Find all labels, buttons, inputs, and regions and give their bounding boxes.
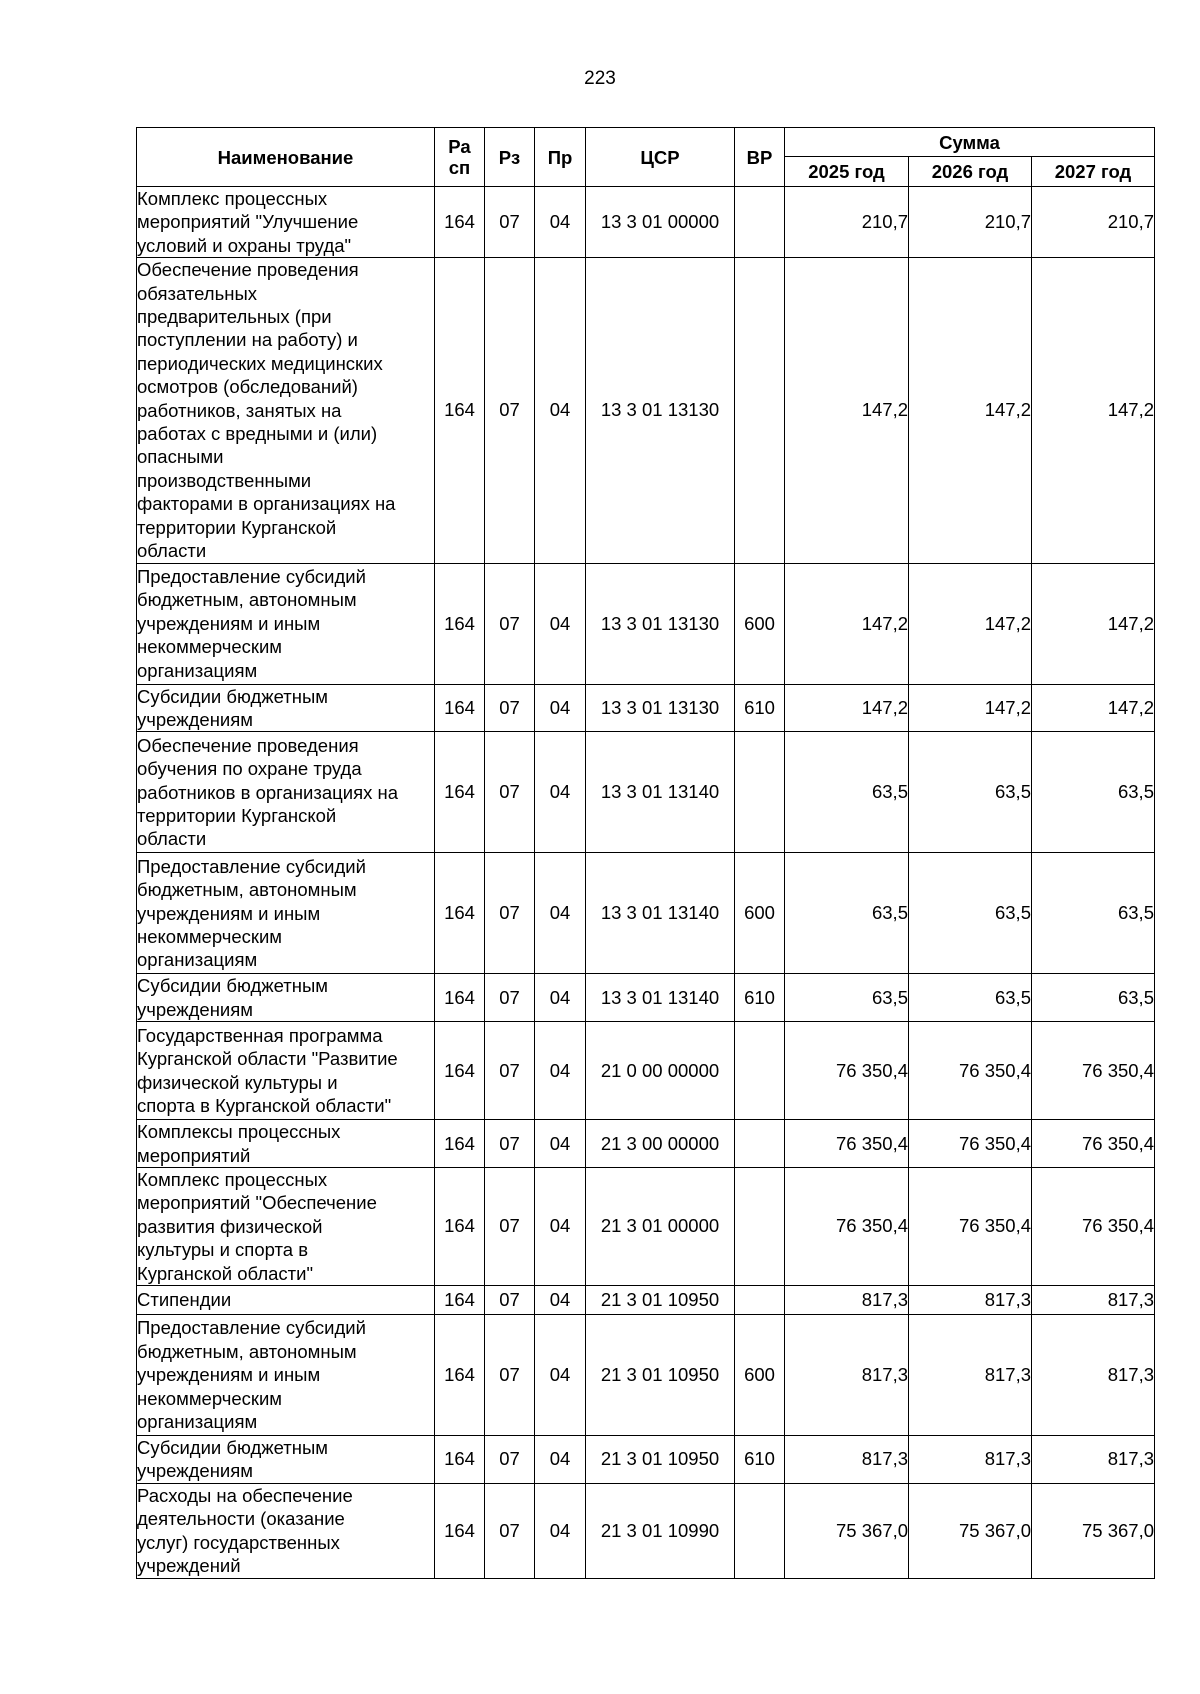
table-row [137, 1022, 1155, 1120]
row-vr [735, 1167, 785, 1285]
table-row [137, 732, 1155, 853]
row-sum-2025: 147,2 [785, 684, 909, 732]
row-sum-2027: 76 350,4 [1032, 1167, 1155, 1285]
row-rasp: 164 [435, 1285, 485, 1314]
header-year-2025: 2025 год [785, 157, 909, 187]
row-pr: 04 [535, 732, 586, 853]
row-rz: 07 [485, 258, 535, 563]
header-rasp: Ра сп [435, 128, 485, 187]
row-rasp: 164 [435, 684, 485, 732]
row-rz: 07 [485, 1120, 535, 1168]
row-sum-2027: 147,2 [1032, 684, 1155, 732]
row-rz: 07 [485, 853, 535, 974]
row-name: Предоставление субсидий бюджетным, автономным учреждениям и иным некоммерческим организациям [137, 563, 435, 684]
row-sum-2025: 210,7 [785, 187, 909, 258]
header-name: Наименование [137, 128, 435, 187]
row-vr: 610 [735, 684, 785, 732]
row-sum-2026: 63,5 [909, 732, 1032, 853]
row-sum-2025: 147,2 [785, 563, 909, 684]
table-header [137, 128, 1155, 187]
row-name: Предоставление субсидий бюджетным, автономным учреждениям и иным некоммерческим организациям [137, 1314, 435, 1435]
row-pr: 04 [535, 1483, 586, 1578]
table-row [137, 258, 1155, 563]
row-sum-2027: 76 350,4 [1032, 1022, 1155, 1120]
row-name: Субсидии бюджетным учреждениям [137, 684, 435, 732]
row-pr: 04 [535, 258, 586, 563]
row-rasp: 164 [435, 1167, 485, 1285]
row-csr: 21 3 01 00000 [586, 1167, 735, 1285]
row-csr: 21 3 00 00000 [586, 1120, 735, 1168]
row-pr: 04 [535, 1314, 586, 1435]
row-sum-2026: 147,2 [909, 258, 1032, 563]
row-name: Обеспечение проведения обязательных предварительных (при поступлении на работу) и периодических медицинских осмотров (обследований) работников, занятых на работах с вредными и (или) опасными производственными факторами в организациях на территории Курганской области [137, 258, 435, 563]
row-vr: 610 [735, 1435, 785, 1483]
row-rz: 07 [485, 563, 535, 684]
row-rz: 07 [485, 1435, 535, 1483]
row-name: Комплекс процессных мероприятий "Улучшение условий и охраны труда" [137, 187, 435, 258]
row-sum-2027: 817,3 [1032, 1285, 1155, 1314]
row-sum-2025: 76 350,4 [785, 1120, 909, 1168]
row-vr: 600 [735, 563, 785, 684]
row-sum-2025: 76 350,4 [785, 1167, 909, 1285]
row-sum-2025: 63,5 [785, 853, 909, 974]
row-csr: 21 0 00 00000 [586, 1022, 735, 1120]
row-name: Комплекс процессных мероприятий "Обеспечение развития физической культуры и спорта в Курганской области" [137, 1167, 435, 1285]
row-name: Расходы на обеспечение деятельности (оказание услуг) государственных учреждений [137, 1483, 435, 1578]
row-sum-2025: 817,3 [785, 1314, 909, 1435]
table-row [137, 1483, 1155, 1578]
row-sum-2027: 63,5 [1032, 974, 1155, 1022]
row-pr: 04 [535, 1435, 586, 1483]
row-sum-2027: 147,2 [1032, 563, 1155, 684]
row-csr: 13 3 01 13130 [586, 563, 735, 684]
row-rz: 07 [485, 187, 535, 258]
row-rasp: 164 [435, 853, 485, 974]
row-rasp: 164 [435, 563, 485, 684]
row-pr: 04 [535, 1167, 586, 1285]
header-sum: Сумма [785, 128, 1155, 157]
row-vr [735, 187, 785, 258]
row-sum-2027: 75 367,0 [1032, 1483, 1155, 1578]
row-csr: 13 3 01 13140 [586, 853, 735, 974]
row-sum-2025: 817,3 [785, 1435, 909, 1483]
row-csr: 21 3 01 10990 [586, 1483, 735, 1578]
header-pr: Пр [535, 128, 586, 187]
row-sum-2026: 76 350,4 [909, 1167, 1032, 1285]
row-sum-2026: 210,7 [909, 187, 1032, 258]
row-pr: 04 [535, 1285, 586, 1314]
row-sum-2025: 817,3 [785, 1285, 909, 1314]
row-sum-2026: 147,2 [909, 684, 1032, 732]
row-sum-2027: 817,3 [1032, 1314, 1155, 1435]
row-vr: 610 [735, 974, 785, 1022]
row-pr: 04 [535, 974, 586, 1022]
row-csr: 13 3 01 13140 [586, 732, 735, 853]
row-rz: 07 [485, 974, 535, 1022]
header-rz: Рз [485, 128, 535, 187]
row-pr: 04 [535, 1022, 586, 1120]
table-row [137, 1120, 1155, 1168]
header-year-2026: 2026 год [909, 157, 1032, 187]
row-rasp: 164 [435, 187, 485, 258]
row-vr [735, 1285, 785, 1314]
table-row [137, 684, 1155, 732]
row-sum-2026: 817,3 [909, 1314, 1032, 1435]
row-rasp: 164 [435, 258, 485, 563]
row-sum-2025: 63,5 [785, 732, 909, 853]
row-rz: 07 [485, 732, 535, 853]
row-rz: 07 [485, 684, 535, 732]
table-row [137, 853, 1155, 974]
row-csr: 21 3 01 10950 [586, 1285, 735, 1314]
row-rasp: 164 [435, 732, 485, 853]
row-name: Стипендии [137, 1285, 435, 1314]
row-sum-2026: 817,3 [909, 1285, 1032, 1314]
row-vr [735, 258, 785, 563]
row-rz: 07 [485, 1314, 535, 1435]
row-sum-2026: 63,5 [909, 853, 1032, 974]
row-sum-2026: 76 350,4 [909, 1120, 1032, 1168]
row-name: Государственная программа Курганской области "Развитие физической культуры и спорта в Курганской области" [137, 1022, 435, 1120]
row-rasp: 164 [435, 1435, 485, 1483]
table-row [137, 974, 1155, 1022]
row-rz: 07 [485, 1167, 535, 1285]
row-sum-2027: 817,3 [1032, 1435, 1155, 1483]
row-sum-2027: 210,7 [1032, 187, 1155, 258]
row-vr [735, 732, 785, 853]
row-rasp: 164 [435, 974, 485, 1022]
row-sum-2026: 76 350,4 [909, 1022, 1032, 1120]
header-csr: ЦСР [586, 128, 735, 187]
row-pr: 04 [535, 1120, 586, 1168]
row-vr: 600 [735, 1314, 785, 1435]
budget-table [136, 127, 1155, 1579]
table-row [137, 187, 1155, 258]
row-pr: 04 [535, 853, 586, 974]
header-year-2027: 2027 год [1032, 157, 1155, 187]
row-rasp: 164 [435, 1022, 485, 1120]
row-sum-2026: 147,2 [909, 563, 1032, 684]
table-row [137, 1435, 1155, 1483]
row-pr: 04 [535, 563, 586, 684]
table-body [137, 187, 1155, 1579]
row-rz: 07 [485, 1285, 535, 1314]
row-rz: 07 [485, 1483, 535, 1578]
row-sum-2025: 147,2 [785, 258, 909, 563]
row-sum-2026: 75 367,0 [909, 1483, 1032, 1578]
row-name: Субсидии бюджетным учреждениям [137, 1435, 435, 1483]
row-name: Обеспечение проведения обучения по охране труда работников в организациях на территории Курганской области [137, 732, 435, 853]
row-vr [735, 1120, 785, 1168]
row-sum-2027: 76 350,4 [1032, 1120, 1155, 1168]
row-vr [735, 1483, 785, 1578]
row-vr [735, 1022, 785, 1120]
row-rasp: 164 [435, 1120, 485, 1168]
row-vr: 600 [735, 853, 785, 974]
row-sum-2025: 75 367,0 [785, 1483, 909, 1578]
row-rasp: 164 [435, 1483, 485, 1578]
row-csr: 21 3 01 10950 [586, 1314, 735, 1435]
row-pr: 04 [535, 187, 586, 258]
table-row [137, 1167, 1155, 1285]
row-sum-2027: 63,5 [1032, 732, 1155, 853]
table-row [137, 1314, 1155, 1435]
header-vr: ВР [735, 128, 785, 187]
row-rasp: 164 [435, 1314, 485, 1435]
page-number: 223 [584, 68, 616, 89]
row-sum-2025: 76 350,4 [785, 1022, 909, 1120]
row-csr: 13 3 01 13140 [586, 974, 735, 1022]
row-sum-2026: 817,3 [909, 1435, 1032, 1483]
row-csr: 21 3 01 10950 [586, 1435, 735, 1483]
row-csr: 13 3 01 13130 [586, 684, 735, 732]
table-row [137, 563, 1155, 684]
row-rz: 07 [485, 1022, 535, 1120]
row-sum-2027: 63,5 [1032, 853, 1155, 974]
row-pr: 04 [535, 684, 586, 732]
row-csr: 13 3 01 00000 [586, 187, 735, 258]
row-sum-2027: 147,2 [1032, 258, 1155, 563]
row-sum-2026: 63,5 [909, 974, 1032, 1022]
row-sum-2025: 63,5 [785, 974, 909, 1022]
row-name: Субсидии бюджетным учреждениям [137, 974, 435, 1022]
row-name: Комплексы процессных мероприятий [137, 1120, 435, 1168]
row-csr: 13 3 01 13130 [586, 258, 735, 563]
row-name: Предоставление субсидий бюджетным, автономным учреждениям и иным некоммерческим организациям [137, 853, 435, 974]
table-row [137, 1285, 1155, 1314]
